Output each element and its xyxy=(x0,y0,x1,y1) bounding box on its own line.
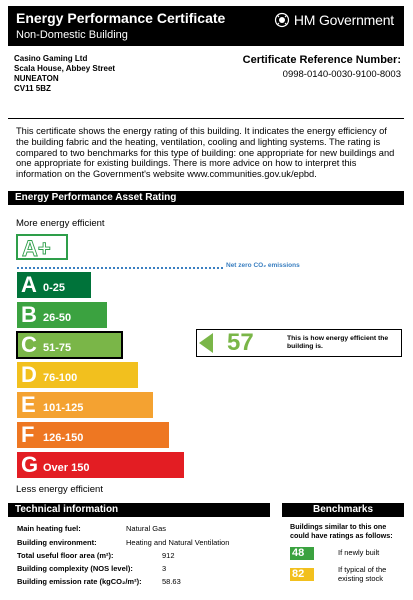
rating-indicator xyxy=(196,329,402,357)
address-line: Scala House, Abbey Street xyxy=(14,64,116,73)
band-range: 76-100 xyxy=(43,372,78,384)
band-letter: D xyxy=(21,362,37,387)
technical-info-heading-text: Technical information xyxy=(15,504,119,515)
a-plus-outline-letter xyxy=(18,236,66,258)
tech-label-building-environment: Building environment: xyxy=(17,538,97,547)
certificate-header xyxy=(8,6,404,46)
address-line: NUNEATON xyxy=(14,74,59,83)
net-zero-line xyxy=(17,267,223,269)
address-line: CV11 5BZ xyxy=(14,84,51,93)
rating-explanation: This is how energy efficient the building is. xyxy=(287,335,389,350)
band-letter: C xyxy=(21,332,37,357)
benchmarks-description: Buildings similar to this one could have ratings as follows: xyxy=(290,522,393,540)
band-range: 126-150 xyxy=(43,432,84,444)
government-name: HM Government xyxy=(293,12,394,28)
tech-label-heating-fuel: Main heating fuel: xyxy=(17,524,81,533)
divider xyxy=(8,118,404,119)
rating-band-d xyxy=(17,362,138,388)
benchmark-existing-value: 82 xyxy=(290,568,314,581)
rating-band-b xyxy=(17,302,107,328)
band-range: Over 150 xyxy=(43,462,90,474)
tech-label-floor-area: Total useful floor area (m²): xyxy=(17,551,114,560)
benchmark-new-value: 48 xyxy=(290,547,314,560)
band-range: 101-125 xyxy=(43,402,84,414)
intro-text: This certificate shows the energy rating of this building. It indicates the energy efficiency of the building fabric and the heating, ventilation, cooling and lighting systems. The rating is compared to two benchmarks for this type of building: one appropriate for new buildings and one appropriate for existing buildings. There is more advice on how to interpret this information on the Government's website www.communities.gov.uk/epbd. xyxy=(16,126,395,180)
asset-rating-heading xyxy=(8,191,404,205)
net-zero-label: Net zero CO₂ emissions xyxy=(226,262,300,269)
certificate-subtitle: Non-Domestic Building xyxy=(16,29,128,41)
band-range: 26-50 xyxy=(43,312,72,324)
a-plus-band xyxy=(16,234,68,260)
less-efficient-label: Less energy efficient xyxy=(16,484,103,495)
rating-band-e xyxy=(17,392,153,418)
rating-band-f xyxy=(17,422,169,448)
band-range: 0-25 xyxy=(43,282,66,294)
certificate-reference xyxy=(243,54,401,80)
certificate-reference-number: 0998-0140-0030-9100-8003 xyxy=(282,69,401,80)
band-letter: B xyxy=(21,302,37,327)
tech-value-emission-rate: 58.63 xyxy=(162,577,181,586)
address-line: Casino Gaming Ltd xyxy=(14,54,88,63)
band-letter: G xyxy=(21,452,39,477)
technical-info-heading xyxy=(8,503,270,517)
tech-value-complexity: 3 xyxy=(162,564,167,573)
benchmarks-heading: Benchmarks xyxy=(282,503,404,517)
rating-value: 57 xyxy=(227,329,254,356)
hm-government-logo xyxy=(274,12,394,28)
tech-label-complexity: Building complexity (NOS level): xyxy=(17,564,133,573)
band-letter: A xyxy=(21,272,37,297)
benchmark-new-label: If newly built xyxy=(338,548,380,557)
tech-value-heating-fuel: Natural Gas xyxy=(126,524,167,533)
tech-value-building-environment: Heating and Natural Ventilation xyxy=(126,538,230,547)
tech-value-floor-area: 912 xyxy=(162,551,175,560)
tech-label-emission-rate: Building emission rate (kgCO₂/m²): xyxy=(17,577,142,586)
band-letter: E xyxy=(21,392,36,417)
rating-band-a xyxy=(17,272,91,298)
rating-band-g xyxy=(17,452,184,478)
certificate-reference-label: Certificate Reference Number: xyxy=(242,54,401,66)
building-address xyxy=(14,54,115,94)
benchmark-existing-label: If typical of the existing stock xyxy=(338,565,387,583)
certificate-title: Energy Performance Certificate xyxy=(16,10,226,26)
a-plus-text: A+ xyxy=(22,236,51,258)
rating-band-c xyxy=(17,332,122,358)
band-letter: F xyxy=(21,422,35,447)
royal-crest-icon xyxy=(274,12,290,28)
more-efficient-label: More energy efficient xyxy=(16,218,105,229)
asset-rating-heading-text: Energy Performance Asset Rating xyxy=(15,192,177,203)
band-range: 51-75 xyxy=(43,342,72,354)
rating-arrow-icon xyxy=(199,333,217,353)
